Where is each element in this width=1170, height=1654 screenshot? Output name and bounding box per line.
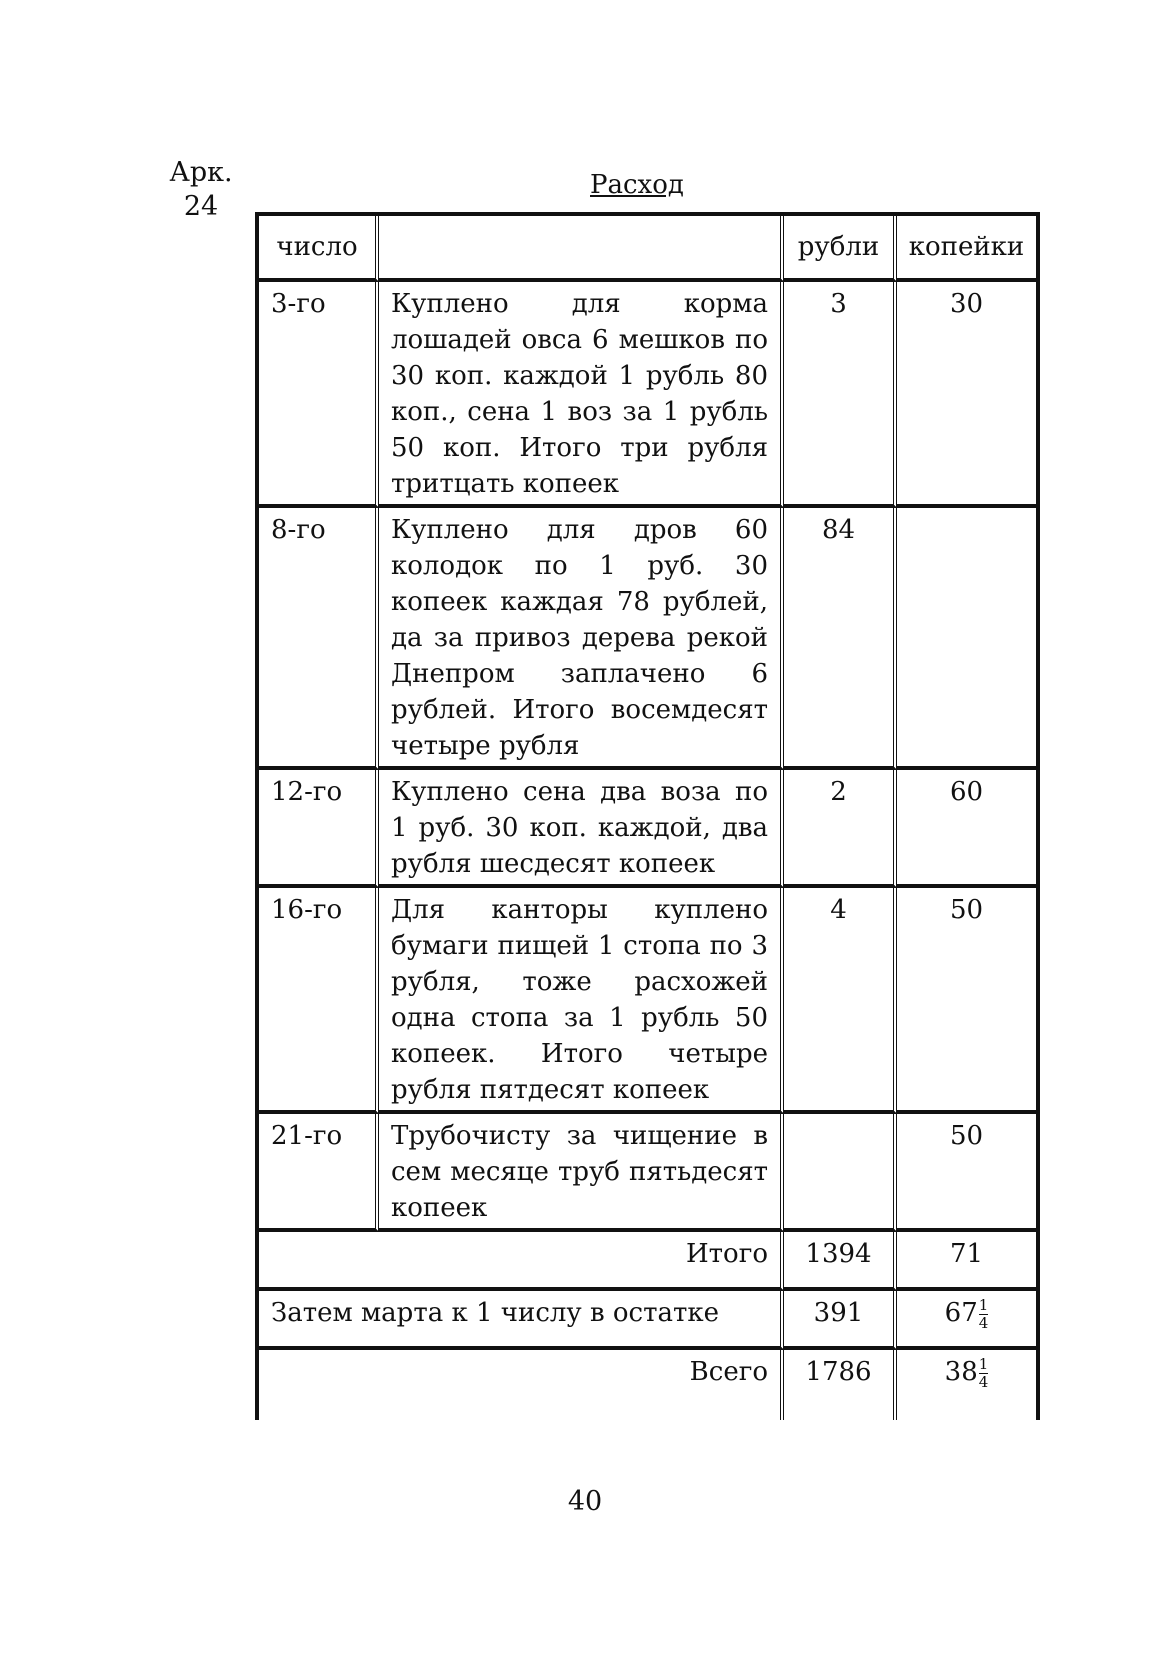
balance-kopecks	[897, 1291, 1036, 1350]
row-description: Куплено для корма лошадей овса 6 мешков по 30 коп. каждой 1 рубль 80 коп., сена 1 воз за 1 рубль 50 коп. Итого три рубля тритцать копеек	[379, 282, 784, 508]
table-row	[259, 282, 1036, 508]
row-rubles: 4	[784, 888, 897, 1114]
row-rubles	[784, 1114, 897, 1232]
row-description: Для канторы куплено бумаги пищей 1 стопа по 3 рубля, тоже расхожей одна стопа за 1 рубль 50 копеек. Итого четыре рубля пятдесят копеек	[379, 888, 784, 1114]
row-date: 8-го	[259, 508, 379, 770]
row-date: 16-го	[259, 888, 379, 1114]
header-description	[379, 216, 784, 282]
table-row	[259, 1114, 1036, 1232]
header-kopecks: копейки	[897, 216, 1036, 282]
row-kopecks	[897, 508, 1036, 770]
grand-total-row	[259, 1350, 1036, 1420]
balance-rubles: 391	[784, 1291, 897, 1350]
table-row	[259, 508, 1036, 770]
expense-table	[255, 212, 1040, 1420]
balance-kopecks-whole: 67	[944, 1298, 978, 1328]
row-kopecks: 50	[897, 888, 1036, 1114]
sheet-reference-number: 24	[183, 191, 219, 222]
grand-total-kopecks	[897, 1350, 1036, 1420]
total-row	[259, 1232, 1036, 1291]
row-description: Трубочисту за чищение в сем месяце труб пятьдесят копеек	[379, 1114, 784, 1232]
total-label: Итого	[259, 1232, 784, 1291]
row-description: Куплено сена два воза по 1 руб. 30 коп. каждой, два рубля шесдесят копеек	[379, 770, 784, 888]
balance-label: Затем марта к 1 числу в остатке	[259, 1291, 784, 1350]
fraction-denominator: 4	[978, 1372, 989, 1391]
header-rubles: рубли	[784, 216, 897, 282]
table-header-row	[259, 216, 1036, 282]
header-date: число	[259, 216, 379, 282]
table-row	[259, 888, 1036, 1114]
grand-total-label: Всего	[259, 1350, 784, 1420]
total-kopecks: 71	[897, 1232, 1036, 1291]
fraction-denominator: 4	[978, 1313, 989, 1332]
sheet-reference	[163, 156, 239, 224]
row-kopecks: 30	[897, 282, 1036, 508]
page-number: 40	[567, 1486, 603, 1517]
table-row	[259, 770, 1036, 888]
row-description: Куплено для дров 60 колодок по 1 руб. 30 копеек каждая 78 рублей, да за привоз дерева рекой Днепром заплачено 6 рублей. Итого восемдесят четыре рубля	[379, 508, 784, 770]
sheet-reference-label: Арк.	[169, 157, 233, 188]
total-rubles: 1394	[784, 1232, 897, 1291]
grand-total-kopecks-fraction	[979, 1356, 989, 1391]
balance-kopecks-fraction	[979, 1297, 989, 1332]
fraction-numerator: 1	[978, 1295, 989, 1314]
grand-total-kopecks-whole: 38	[944, 1357, 978, 1387]
row-rubles: 3	[784, 282, 897, 508]
row-date: 3-го	[259, 282, 379, 508]
row-date: 21-го	[259, 1114, 379, 1232]
page-heading: Расход	[590, 170, 684, 200]
row-rubles: 2	[784, 770, 897, 888]
row-kopecks: 60	[897, 770, 1036, 888]
fraction-numerator: 1	[978, 1354, 989, 1373]
balance-row	[259, 1291, 1036, 1350]
grand-total-rubles: 1786	[784, 1350, 897, 1420]
row-date: 12-го	[259, 770, 379, 888]
row-rubles: 84	[784, 508, 897, 770]
row-kopecks: 50	[897, 1114, 1036, 1232]
